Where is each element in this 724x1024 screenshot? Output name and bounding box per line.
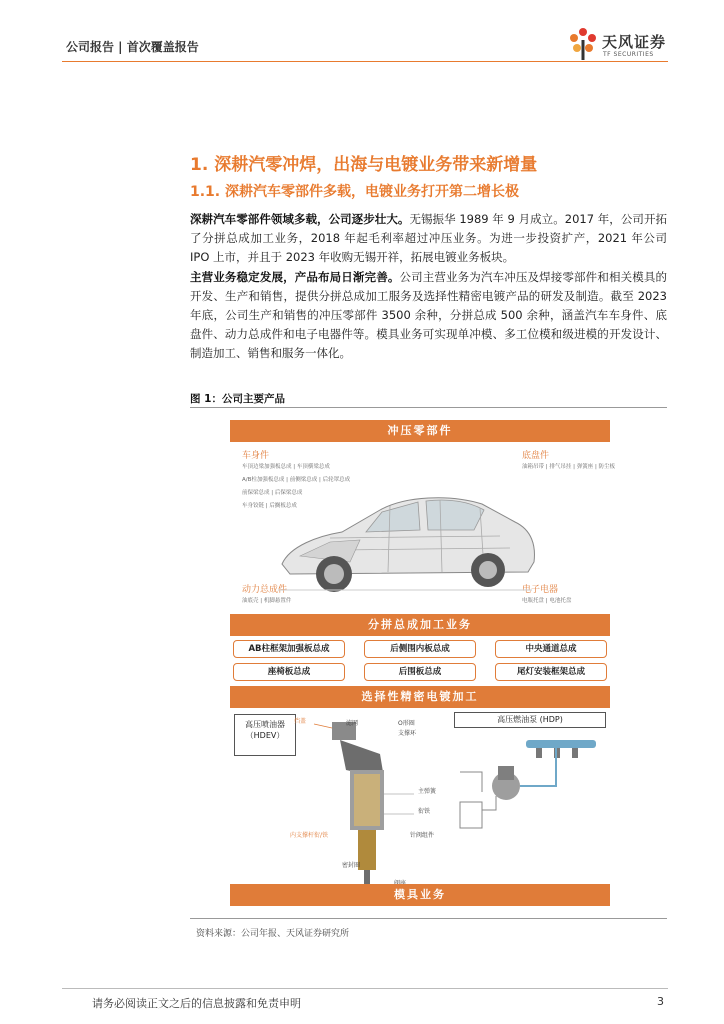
logo-text-en: TF SECURITIES: [603, 51, 654, 58]
body-item-4: 车身铰链 | 后搁板总成: [242, 503, 297, 509]
section-heading: 1. 深耕汽零冲焊，出海与电镀业务带来新增量: [190, 155, 538, 175]
powertrain-item-1: 油底壳 | 机脚悬置件: [242, 598, 292, 604]
label-main-spring: 主弹簧: [418, 788, 437, 795]
chassis-item-1: 油箱吊带 | 排气吊挂 | 弹簧座 | 防尘板: [522, 464, 616, 470]
figure-top-rule: [190, 407, 667, 408]
bar-mold: 模具业务: [230, 884, 610, 906]
page-header: [0, 0, 724, 70]
electrical-item-1: 电瓶托盘 | 电池托盘: [522, 598, 572, 604]
header-divider: [62, 61, 668, 62]
bar-subassembly: 分拼总成加工业务: [230, 614, 610, 636]
body-item-1: 车顶边梁加强板总成 | 车顶横梁总成: [242, 464, 330, 470]
category-body: 车身件: [242, 451, 270, 461]
injector-illustration: [310, 714, 430, 888]
hdev-label: 高压喷油器（HDEV）: [245, 720, 285, 740]
assembly-box-5: 后围板总成: [364, 663, 476, 681]
figure-bottom-rule: [190, 918, 667, 919]
label-needle: 针阀组件: [410, 832, 435, 839]
body-item-3: 前保梁总成 | 后保梁总成: [242, 490, 303, 496]
paragraph-2-body: 公司主营业务为汽车冲压及焊接零部件和相关模具的开发、生产和销售，提供分拼总成加工服务及选择性精密电镀产品的研发及制造。截至 2023 年底，公司生产和销售的冲压零部件 3500 余种，分拼总成 500 余种，涵盖汽车车身件、底盘件、动力总成件和电子电器件等。模具业务可实现单冲模、多工位模和级进模的开发设计、制造加工、销售和服务一体化。: [190, 270, 668, 360]
category-powertrain: 动力总成件: [242, 585, 288, 595]
figure-title: 图 1：公司主要产品: [190, 393, 285, 405]
assembly-box-3: 中央通道总成: [495, 640, 607, 658]
body-item-2: A/B柱加强板总成 | 前侧梁总成 | 后轮罩总成: [242, 477, 351, 483]
label-seal: 密封圈: [342, 862, 361, 869]
paragraph-2-lead: 主营业务稳定发展，产品布局日渐完善。: [190, 270, 400, 284]
footer-divider: [62, 988, 668, 989]
hdp-label: 高压燃油泵 (HDP): [497, 715, 563, 724]
page-number: 3: [657, 995, 664, 1008]
assembly-box-6: 尾灯安装框架总成: [495, 663, 607, 681]
paragraph-1: [190, 210, 667, 267]
paragraph-1-lead: 深耕汽车零部件领域多载，公司逐步壮大。: [190, 212, 410, 226]
product-figure: [230, 418, 616, 908]
bar-stamping: 冲压零部件: [230, 420, 610, 442]
label-inner-sleeve: 内支撑杆衔/铁: [290, 832, 329, 839]
hdp-label-box: [454, 712, 606, 728]
fuel-pump-illustration: [456, 732, 606, 832]
assembly-box-1: AB柱框架加强板总成: [233, 640, 345, 658]
assembly-box-4: 座椅板总成: [233, 663, 345, 681]
label-ring-support: 支撑环: [398, 730, 417, 737]
category-electrical: 电子电器: [522, 585, 559, 595]
company-logo: [566, 26, 676, 62]
category-chassis: 底盘件: [522, 451, 550, 461]
label-ring: O形圈: [398, 720, 415, 727]
flower-logo-icon: [566, 26, 600, 62]
label-filter: 滤网: [346, 720, 359, 727]
figure-source: 资料来源：公司年报、天风证券研究所: [196, 929, 350, 939]
car-body-illustration: [270, 476, 540, 598]
bar-plating: 选择性精密电镀加工: [230, 686, 610, 708]
footer-disclaimer: 请务必阅读正文之后的信息披露和免责申明: [92, 997, 301, 1010]
logo-text-cn: 天风证券: [602, 33, 667, 51]
subsection-heading: 1.1. 深耕汽车零部件多载，电镀业务打开第二增长极: [190, 184, 519, 200]
assembly-box-2: 后侧围内板总成: [364, 640, 476, 658]
label-shield: 挡盖: [294, 718, 307, 725]
report-type-label: 公司报告 | 首次覆盖报告: [66, 40, 199, 54]
paragraph-1-body: 无锡振华 1989 年 9 月成立。2017 年，公司开拓了分拼总成加工业务，2018 年起毛利率超过冲压业务。为进一步投资扩产，2021 年公司 IPO 上市，并且于 2023 年收购无锡开祥，拓展电镀业务板块。: [190, 212, 667, 264]
label-armature: 衔铁: [418, 808, 431, 815]
paragraph-2: [190, 268, 667, 363]
hdev-label-box: [234, 714, 296, 756]
